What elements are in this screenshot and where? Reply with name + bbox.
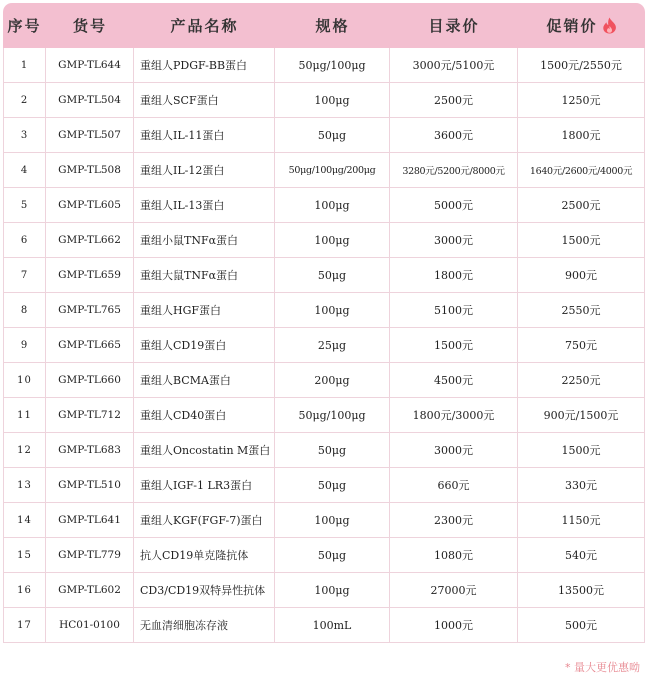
row-promo-price: 1500元 [518, 223, 645, 258]
row-index: 5 [3, 188, 46, 223]
row-promo-price: 2500元 [518, 188, 645, 223]
row-list-price: 1800元/3000元 [390, 398, 518, 433]
row-index: 10 [3, 363, 46, 398]
header-promo-price-label: 促销价 [546, 17, 598, 35]
row-list-price: 3280元/5200元/8000元 [390, 153, 518, 188]
row-code: GMP-TL659 [46, 258, 134, 293]
row-index: 3 [3, 118, 46, 153]
row-promo-price: 2550元 [518, 293, 645, 328]
row-promo-price: 13500元 [518, 573, 645, 608]
row-promo-price: 1500元/2550元 [518, 48, 645, 83]
row-spec: 50μg [275, 468, 390, 503]
table-row [3, 538, 645, 573]
row-product-name: CD3/CD19双特异性抗体 [134, 573, 275, 608]
row-spec: 100μg [275, 293, 390, 328]
row-index: 12 [3, 433, 46, 468]
row-code: GMP-TL602 [46, 573, 134, 608]
row-code: GMP-TL779 [46, 538, 134, 573]
table-row [3, 503, 645, 538]
row-product-name: 重组人BCMA蛋白 [134, 363, 275, 398]
table-row [3, 468, 645, 503]
row-list-price: 3000元/5100元 [390, 48, 518, 83]
header-spec: 规格 [275, 3, 390, 48]
row-code: GMP-TL662 [46, 223, 134, 258]
row-product-name: 重组人IL-13蛋白 [134, 188, 275, 223]
row-list-price: 660元 [390, 468, 518, 503]
row-spec: 50μg/100μg/200μg [275, 153, 390, 188]
row-product-name: 重组大鼠TNFα蛋白 [134, 258, 275, 293]
row-spec: 50μg/100μg [275, 398, 390, 433]
table-row [3, 293, 645, 328]
row-list-price: 5100元 [390, 293, 518, 328]
row-spec: 50μg [275, 258, 390, 293]
row-product-name: 重组人Oncostatin M蛋白 [134, 433, 275, 468]
row-code: GMP-TL641 [46, 503, 134, 538]
row-index: 8 [3, 293, 46, 328]
row-code: GMP-TL507 [46, 118, 134, 153]
row-list-price: 1000元 [390, 608, 518, 643]
row-product-name: 重组人PDGF-BB蛋白 [134, 48, 275, 83]
row-index: 6 [3, 223, 46, 258]
row-code: GMP-TL660 [46, 363, 134, 398]
header-name: 产品名称 [134, 3, 275, 48]
row-spec: 100μg [275, 573, 390, 608]
row-product-name: 重组人KGF(FGF-7)蛋白 [134, 503, 275, 538]
row-list-price: 3600元 [390, 118, 518, 153]
row-product-name: 重组人CD19蛋白 [134, 328, 275, 363]
row-code: GMP-TL508 [46, 153, 134, 188]
row-code: GMP-TL683 [46, 433, 134, 468]
row-promo-price: 1150元 [518, 503, 645, 538]
row-spec: 50μg [275, 433, 390, 468]
row-spec: 100μg [275, 223, 390, 258]
table-row [3, 573, 645, 608]
row-spec: 100mL [275, 608, 390, 643]
row-index: 15 [3, 538, 46, 573]
row-index: 4 [3, 153, 46, 188]
table-row [3, 433, 645, 468]
row-code: GMP-TL644 [46, 48, 134, 83]
row-product-name: 重组人CD40蛋白 [134, 398, 275, 433]
row-promo-price: 330元 [518, 468, 645, 503]
row-product-name: 无血清细胞冻存液 [134, 608, 275, 643]
header-index: 序号 [3, 3, 46, 48]
row-index: 7 [3, 258, 46, 293]
row-index: 14 [3, 503, 46, 538]
row-index: 11 [3, 398, 46, 433]
row-index: 13 [3, 468, 46, 503]
header-promo-price [518, 3, 645, 48]
row-spec: 25μg [275, 328, 390, 363]
row-index: 17 [3, 608, 46, 643]
row-promo-price: 500元 [518, 608, 645, 643]
row-promo-price: 900元 [518, 258, 645, 293]
footnote: * 量大更优惠呦 [565, 661, 640, 674]
row-spec: 200μg [275, 363, 390, 398]
row-promo-price: 900元/1500元 [518, 398, 645, 433]
row-code: GMP-TL605 [46, 188, 134, 223]
row-list-price: 1800元 [390, 258, 518, 293]
row-list-price: 1080元 [390, 538, 518, 573]
row-spec: 50μg [275, 118, 390, 153]
table-row [3, 188, 645, 223]
table-row [3, 118, 645, 153]
row-code: GMP-TL510 [46, 468, 134, 503]
row-list-price: 1500元 [390, 328, 518, 363]
row-product-name: 重组人IL-11蛋白 [134, 118, 275, 153]
row-product-name: 抗人CD19单克隆抗体 [134, 538, 275, 573]
row-list-price: 3000元 [390, 223, 518, 258]
row-code: GMP-TL712 [46, 398, 134, 433]
row-spec: 100μg [275, 188, 390, 223]
row-code: HC01-0100 [46, 608, 134, 643]
price-table [3, 3, 645, 643]
row-product-name: 重组人HGF蛋白 [134, 293, 275, 328]
row-code: GMP-TL665 [46, 328, 134, 363]
row-code: GMP-TL504 [46, 83, 134, 118]
row-list-price: 5000元 [390, 188, 518, 223]
table-row [3, 48, 645, 83]
price-list [3, 3, 645, 643]
header-list-price: 目录价 [390, 3, 518, 48]
row-promo-price: 1500元 [518, 433, 645, 468]
row-list-price: 2300元 [390, 503, 518, 538]
row-list-price: 4500元 [390, 363, 518, 398]
row-promo-price: 750元 [518, 328, 645, 363]
table-body [3, 48, 645, 643]
row-promo-price: 1250元 [518, 83, 645, 118]
row-list-price: 3000元 [390, 433, 518, 468]
row-product-name: 重组人IGF-1 LR3蛋白 [134, 468, 275, 503]
fire-icon [602, 17, 617, 34]
row-spec: 50μg [275, 538, 390, 573]
row-code: GMP-TL765 [46, 293, 134, 328]
row-spec: 100μg [275, 503, 390, 538]
row-list-price: 2500元 [390, 83, 518, 118]
row-promo-price: 1640元/2600元/4000元 [518, 153, 645, 188]
row-spec: 100μg [275, 83, 390, 118]
table-row [3, 398, 645, 433]
row-promo-price: 1800元 [518, 118, 645, 153]
row-list-price: 27000元 [390, 573, 518, 608]
header-code: 货号 [46, 3, 134, 48]
table-row [3, 328, 645, 363]
table-row [3, 363, 645, 398]
row-index: 9 [3, 328, 46, 363]
row-product-name: 重组人SCF蛋白 [134, 83, 275, 118]
table-row [3, 258, 645, 293]
row-promo-price: 2250元 [518, 363, 645, 398]
table-header [3, 3, 645, 48]
row-index: 1 [3, 48, 46, 83]
row-index: 16 [3, 573, 46, 608]
table-row [3, 223, 645, 258]
table-row [3, 83, 645, 118]
row-product-name: 重组小鼠TNFα蛋白 [134, 223, 275, 258]
table-row [3, 608, 645, 643]
row-index: 2 [3, 83, 46, 118]
table-row [3, 153, 645, 188]
row-product-name: 重组人IL-12蛋白 [134, 153, 275, 188]
row-promo-price: 540元 [518, 538, 645, 573]
row-spec: 50μg/100μg [275, 48, 390, 83]
